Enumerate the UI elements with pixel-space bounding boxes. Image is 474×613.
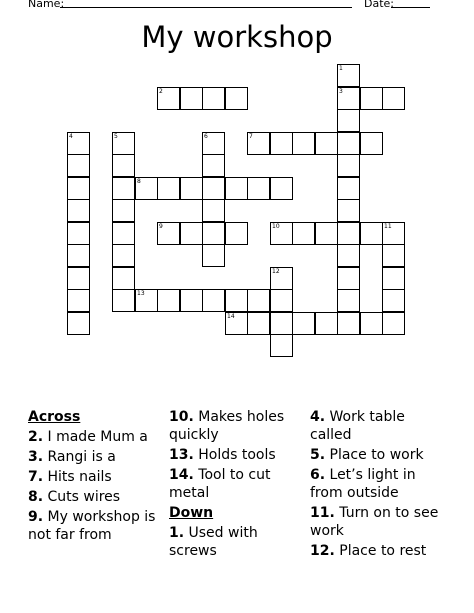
across-heading: Across [28, 409, 81, 425]
grid-cell[interactable] [112, 177, 135, 200]
grid-cell[interactable] [247, 177, 270, 200]
clue-number: 14 [227, 313, 235, 320]
name-line[interactable] [60, 7, 352, 8]
grid-cell[interactable] [202, 222, 225, 245]
grid-cell[interactable] [360, 222, 383, 245]
clue-number: 6 [204, 133, 208, 140]
grid-cell[interactable] [202, 132, 225, 155]
grid-cell[interactable] [112, 199, 135, 222]
grid-cell[interactable] [112, 267, 135, 290]
clue-down-12: 12. Place to rest [310, 543, 427, 559]
grid-cell[interactable] [135, 177, 158, 200]
date-label: Date: [364, 0, 394, 10]
grid-cell[interactable] [292, 222, 315, 245]
clue-number: 4 [69, 133, 73, 140]
grid-cell[interactable] [157, 222, 180, 245]
grid-cell[interactable] [67, 222, 90, 245]
grid-cell[interactable] [202, 177, 225, 200]
header [0, 0, 474, 14]
grid-cell[interactable] [337, 222, 360, 245]
clue-across-8: 8. Cuts wires [28, 489, 121, 505]
grid-cell[interactable] [67, 312, 90, 335]
grid-cell[interactable] [270, 222, 293, 245]
grid-cell[interactable] [157, 289, 180, 312]
clue-number: 13 [137, 290, 145, 297]
grid-cell[interactable] [337, 267, 360, 290]
grid-cell[interactable] [180, 289, 203, 312]
grid-cell[interactable] [67, 132, 90, 155]
clue-number: 3 [339, 88, 343, 95]
down-heading: Down [169, 505, 214, 521]
clue-down-11: 11. Turn on to see work [310, 505, 439, 539]
date-line[interactable] [391, 7, 430, 8]
grid-cell[interactable] [157, 177, 180, 200]
grid-cell[interactable] [292, 312, 315, 335]
clue-number: 1 [339, 65, 343, 72]
grid-cell[interactable] [315, 132, 338, 155]
clue-down-4: 4. Work table called [310, 409, 405, 443]
grid-cell[interactable] [337, 87, 360, 110]
grid-cell[interactable] [337, 289, 360, 312]
grid-cell[interactable] [270, 289, 293, 312]
grid-cell[interactable] [202, 289, 225, 312]
clue-down-6: 6. Let’s light in from outside [310, 467, 416, 501]
grid-cell[interactable] [360, 312, 383, 335]
grid-cell[interactable] [135, 289, 158, 312]
grid-cell[interactable] [382, 87, 405, 110]
clue-across-3: 3. Rangi is a [28, 449, 116, 465]
grid-cell[interactable] [225, 87, 248, 110]
clue-across-14: 14. Tool to cut metal [169, 467, 271, 501]
grid-cell[interactable] [157, 87, 180, 110]
grid-cell[interactable] [112, 289, 135, 312]
grid-cell[interactable] [382, 244, 405, 267]
grid-cell[interactable] [180, 87, 203, 110]
page-title: My workshop [141, 20, 333, 54]
clue-across-13: 13. Holds tools [169, 447, 276, 463]
grid-cell[interactable] [67, 199, 90, 222]
grid-cell[interactable] [112, 132, 135, 155]
grid-cell[interactable] [382, 267, 405, 290]
grid-cell[interactable] [337, 64, 360, 87]
grid-cell[interactable] [202, 199, 225, 222]
grid-cell[interactable] [67, 289, 90, 312]
grid-cell[interactable] [270, 132, 293, 155]
clue-down-5: 5. Place to work [310, 447, 424, 463]
name-label: Name: [28, 0, 65, 10]
clues-column-2 [169, 408, 305, 562]
clues-column-3 [310, 408, 444, 562]
grid-cell[interactable] [337, 244, 360, 267]
grid-cell[interactable] [247, 289, 270, 312]
grid-cell[interactable] [337, 177, 360, 200]
grid-cell[interactable] [270, 177, 293, 200]
grid-cell[interactable] [270, 312, 293, 335]
grid-cell[interactable] [180, 222, 203, 245]
grid-cell[interactable] [315, 222, 338, 245]
grid-cell[interactable] [112, 222, 135, 245]
grid-cell[interactable] [337, 199, 360, 222]
grid-cell[interactable] [337, 312, 360, 335]
grid-cell[interactable] [337, 132, 360, 155]
grid-cell[interactable] [382, 222, 405, 245]
grid-cell[interactable] [225, 312, 248, 335]
clue-number: 2 [159, 88, 163, 95]
clue-across-7: 7. Hits nails [28, 469, 112, 485]
grid-cell[interactable] [112, 154, 135, 177]
grid-cell[interactable] [360, 132, 383, 155]
grid-cell[interactable] [225, 289, 248, 312]
clue-number: 5 [114, 133, 118, 140]
grid-cell[interactable] [67, 177, 90, 200]
clue-number: 9 [159, 223, 163, 230]
grid-cell[interactable] [202, 154, 225, 177]
grid-cell[interactable] [225, 222, 248, 245]
grid-cell[interactable] [67, 267, 90, 290]
clue-number: 7 [249, 133, 253, 140]
grid-cell[interactable] [247, 132, 270, 155]
grid-cell[interactable] [292, 132, 315, 155]
clue-across-9: 9. My workshop is not far from [28, 509, 156, 543]
clue-across-10: 10. Makes holes quickly [169, 409, 285, 443]
grid-cell[interactable] [315, 312, 338, 335]
clue-number: 11 [384, 223, 392, 230]
clue-down-1: 1. Used with screws [169, 525, 258, 559]
grid-cell[interactable] [337, 154, 360, 177]
grid-cell[interactable] [225, 177, 248, 200]
grid-cell[interactable] [67, 154, 90, 177]
grid-cell[interactable] [382, 289, 405, 312]
grid-cell[interactable] [270, 267, 293, 290]
clue-across-2: 2. I made Mum a [28, 429, 148, 445]
clue-number: 12 [272, 268, 280, 275]
clue-number: 8 [137, 178, 141, 185]
grid-cell[interactable] [202, 87, 225, 110]
grid-cell[interactable] [337, 109, 360, 132]
grid-cell[interactable] [202, 244, 225, 267]
grid-cell[interactable] [112, 244, 135, 267]
grid-cell[interactable] [67, 244, 90, 267]
grid-cell[interactable] [180, 177, 203, 200]
grid-cell[interactable] [247, 312, 270, 335]
grid-cell[interactable] [270, 334, 293, 357]
grid-cell[interactable] [382, 312, 405, 335]
clue-number: 10 [272, 223, 280, 230]
clues-column-1 [28, 408, 164, 546]
grid-cell[interactable] [360, 87, 383, 110]
